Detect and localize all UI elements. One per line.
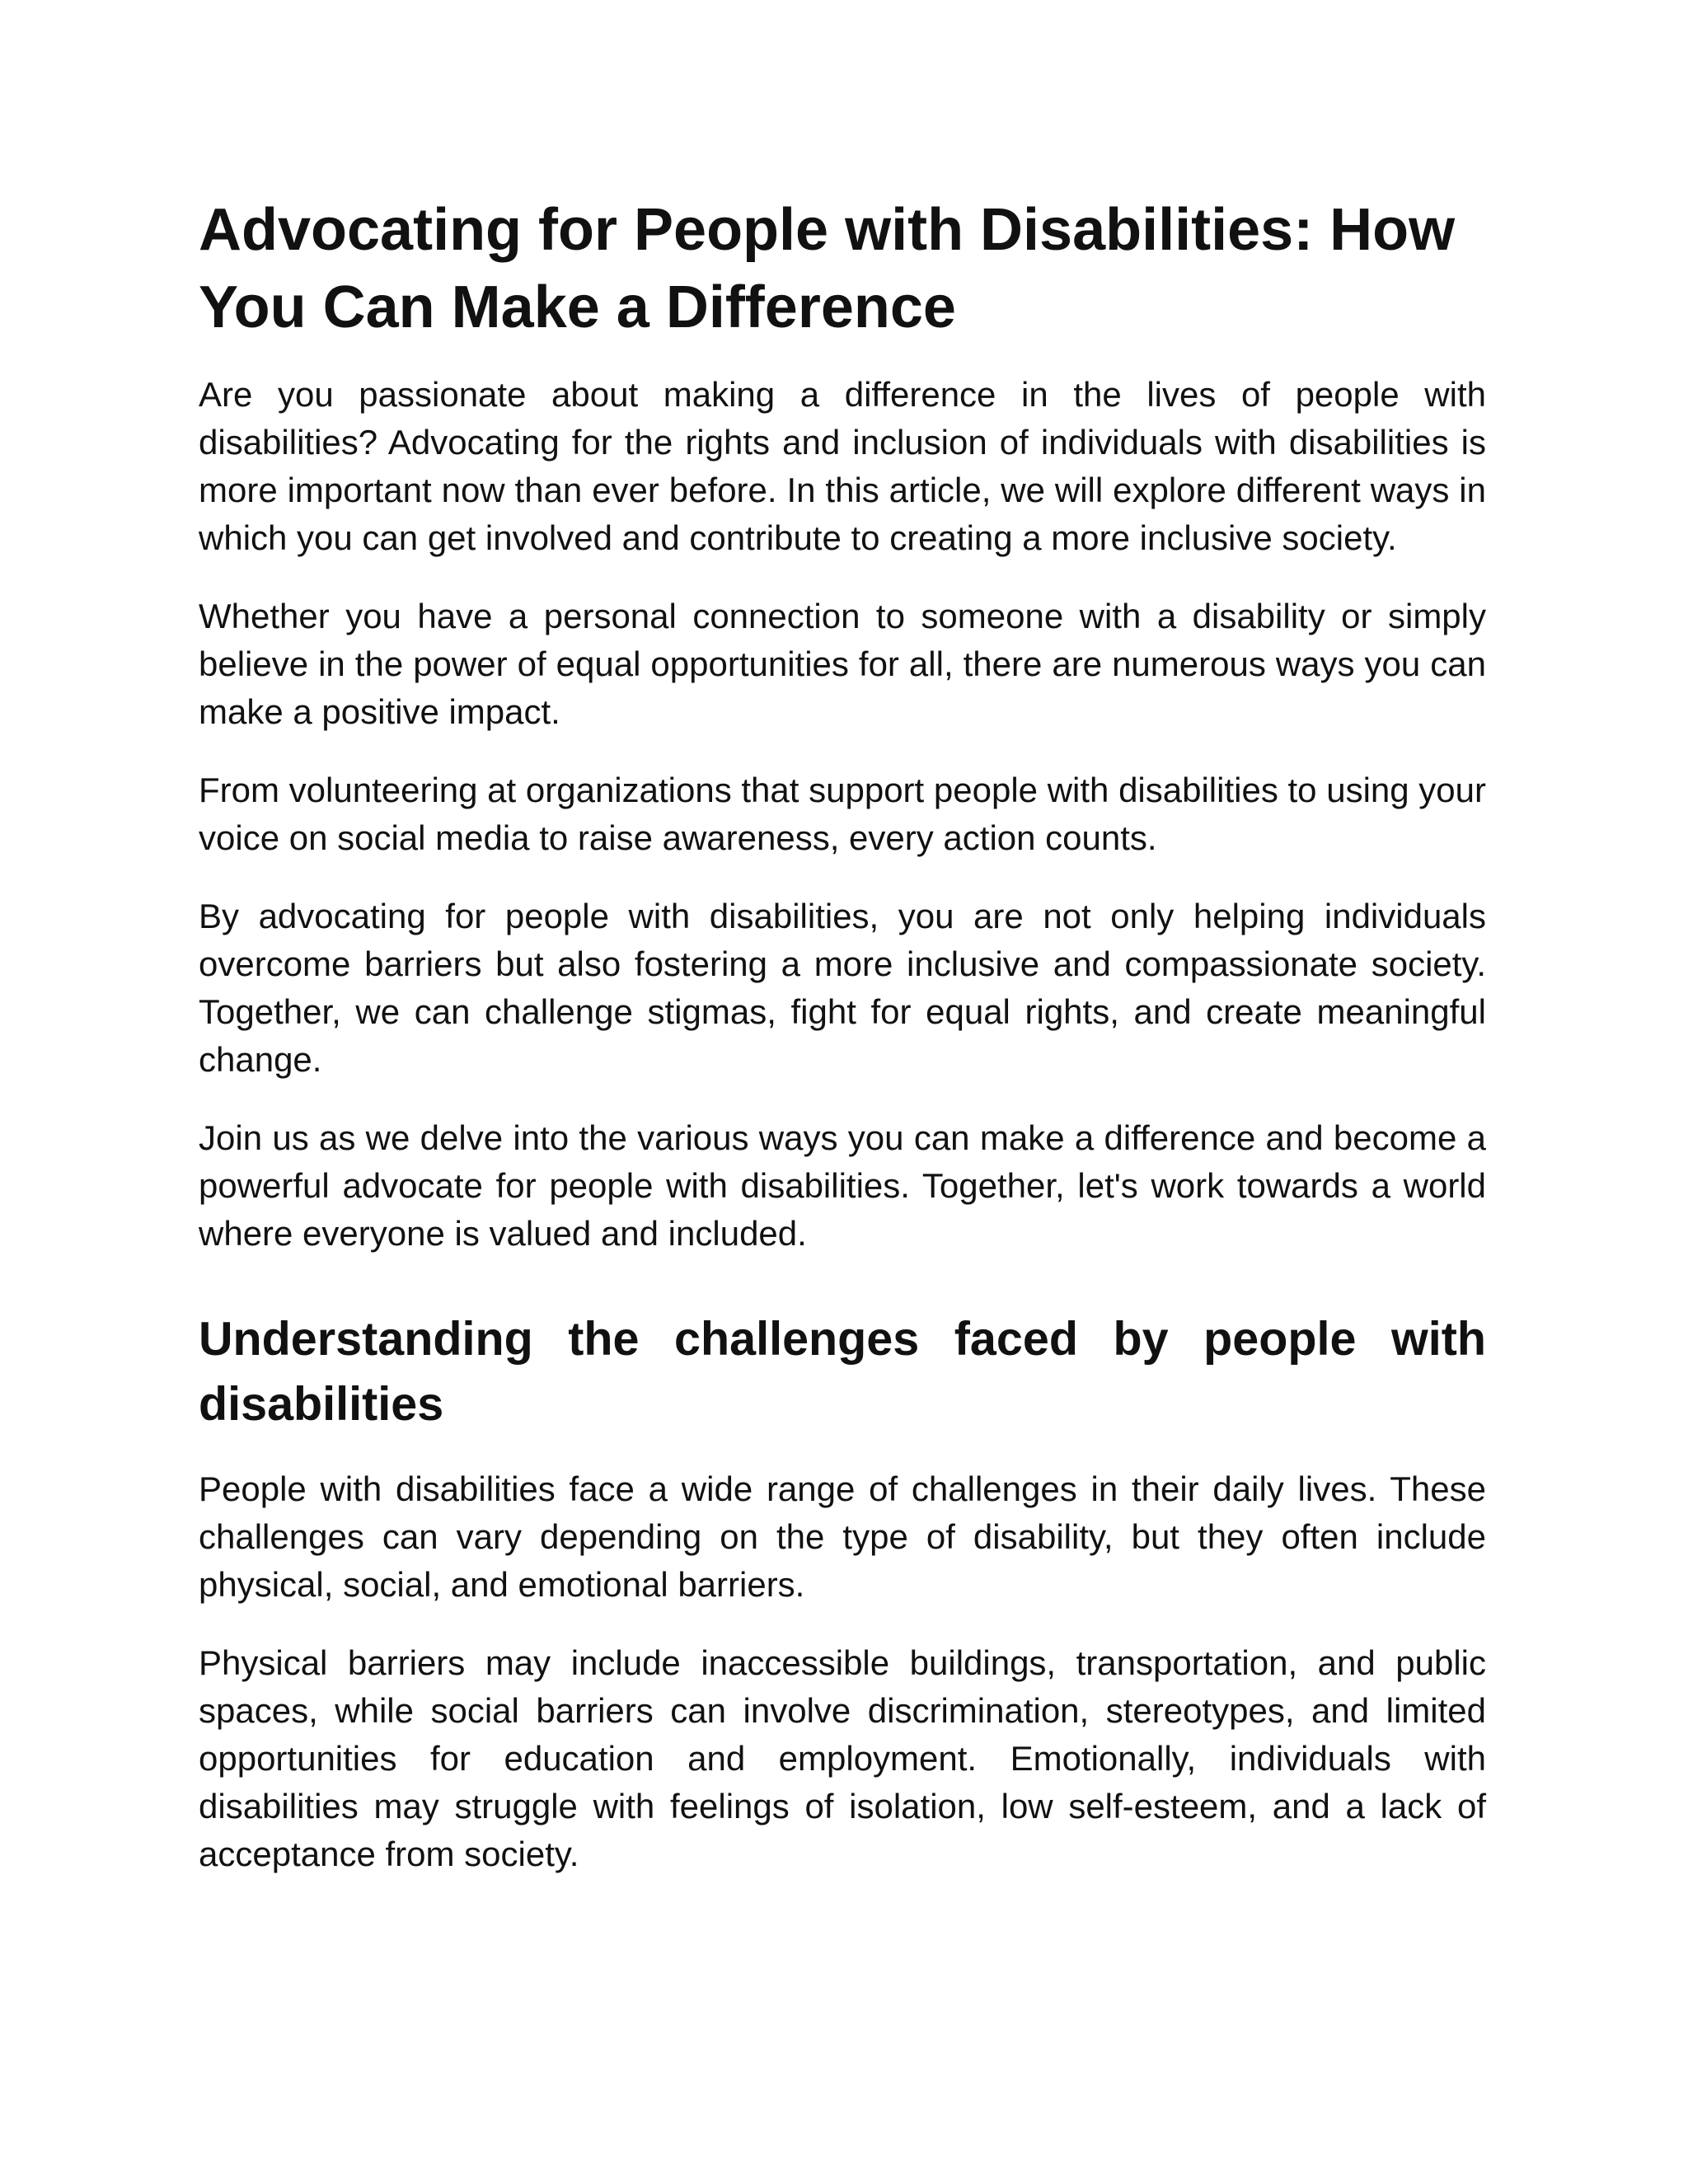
intro-paragraph-4: By advocating for people with disabilities, you are not only helping individuals overcome barriers but also fostering a more inclusive and compassionate society. Together, we can challenge stigmas, fight for equal rights, and create meaningful change. xyxy=(199,897,1486,1079)
document-page xyxy=(199,191,1486,1878)
intro-paragraph-5: Join us as we delve into the various ways you can make a difference and become a powerful advocate for people with disabilities. Together, let's work towards a world where everyone is valued and included. xyxy=(199,1118,1486,1253)
document-title: Advocating for People with Disabilities: How You Can Make a Difference xyxy=(199,197,1456,340)
intro-paragraph-1: Are you passionate about making a difference in the lives of people with disabilities? Advocating for the rights and inclusion of individuals with disabilities is more important now than ever before. In this article, we will explore different ways in which you can get involved and contribute to creating a more inclusive society. xyxy=(199,375,1486,557)
section-paragraph-2: Physical barriers may include inaccessible buildings, transportation, and public spaces, while social barriers can involve discrimination, stereotypes, and limited opportunities for education and employment. Emotionally, individuals with disabilities may struggle with feelings of isolation, low self-esteem, and a lack of acceptance from society. xyxy=(199,1643,1486,1873)
section-paragraph-1: People with disabilities face a wide range of challenges in their daily lives. These challenges can vary depending on the type of disability, but they often include physical, social, and emotional barriers. xyxy=(199,1469,1486,1604)
section-heading-challenges: Understanding the challenges faced by people with disabilities xyxy=(199,1313,1486,1431)
intro-paragraph-2: Whether you have a personal connection to someone with a disability or simply believe in the power of equal opportunities for all, there are numerous ways you can make a positive impact. xyxy=(199,597,1486,731)
intro-paragraph-3: From volunteering at organizations that support people with disabilities to using your voice on social media to raise awareness, every action counts. xyxy=(199,771,1486,857)
